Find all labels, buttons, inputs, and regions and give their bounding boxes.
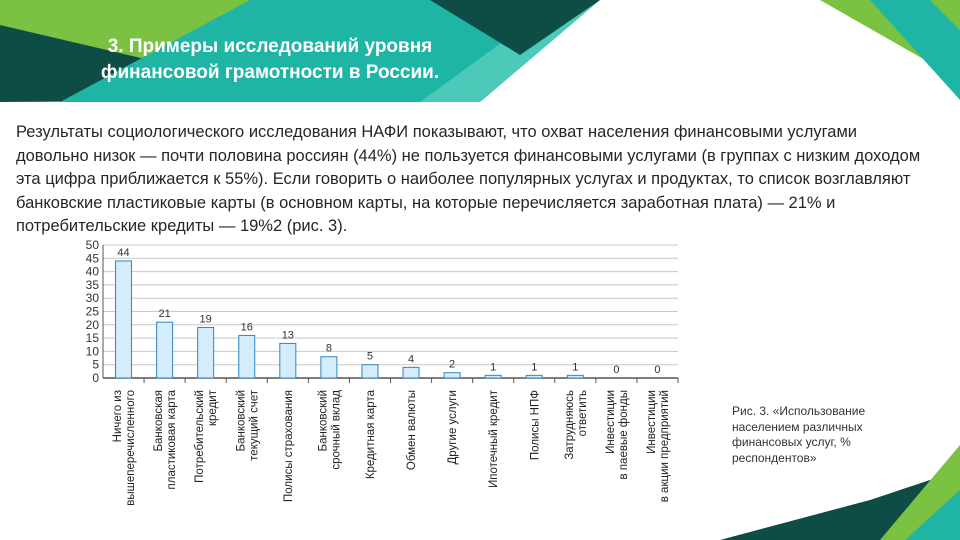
x-category-label: Полисы НПФ [529,390,542,461]
x-category-label: Банковский [235,390,248,452]
bar [157,322,173,378]
bar [403,367,419,378]
y-tick-label: 10 [85,344,99,359]
bar [116,261,132,378]
bar [444,373,460,378]
y-tick-label: 35 [85,277,99,292]
bar [485,375,501,378]
bar-value-label: 4 [407,353,415,366]
x-category-label: Затрудняюсь [563,389,576,460]
y-tick-label: 25 [85,304,99,319]
x-category-label: Ипотечный кредит [488,390,501,489]
x-category-label: пластиковая карта [166,390,179,490]
bar-value-label: 2 [449,358,456,371]
bar [198,327,214,378]
bar-value-label: 0 [613,364,620,376]
y-tick-label: 0 [92,371,99,385]
bar-chart [78,238,698,538]
bar [526,375,542,378]
x-category-label: текущий счет [248,390,261,461]
x-category-label: Полисы страхования [282,390,295,502]
bar [239,335,255,378]
title-line-1: 3. Примеры исследований уровня [107,36,433,57]
bar-value-label: 1 [490,361,497,374]
body-paragraph: Результаты социологического исследования НАФИ показывают, что охват населения финансовыми услугами довольно низок — почти половина россиян (44%) не пользуется финансовыми услугами (в группах с низким доходом эта цифра приближается к 55%). Если говорить о наиболее популярных услугах и продуктах, то список возглавляют банковские пластиковые карты (в основном карты, на которые перечисляется заработная плата) — 21% и потребительские кредиты — 19%2 (рис. 3). [16,123,921,235]
bar-value-label: 1 [531,361,538,374]
x-category-label: в акции предприятий [658,390,671,503]
y-tick-label: 30 [85,291,99,306]
y-tick-label: 5 [92,357,99,372]
bar-value-label: 44 [117,246,130,259]
x-category-label: Инвестиции [604,390,617,454]
x-category-label: Потребительский [194,390,207,483]
x-category-label: Банковская [153,390,166,452]
bar-value-label: 19 [199,313,212,326]
bar-value-label: 5 [366,350,374,363]
y-tick-label: 20 [85,317,99,332]
y-tick-label: 40 [85,264,99,279]
x-category-label: Кредитная карта [364,390,377,480]
bar [280,343,296,378]
bar-value-label: 16 [240,321,253,334]
x-category-label: Другие услуги [447,390,460,465]
figure-caption: Рис. 3. «Использование населением различных финансовых услуг, % респондентов» [732,404,866,465]
title-line-2: финансовой грамотности в России. [100,62,440,83]
bar-value-label: 21 [158,308,171,321]
x-category-label: Банковский [317,390,330,452]
y-tick-label: 15 [85,331,99,346]
x-category-label: вышеперечисленного [125,390,138,506]
bar-value-label: 1 [572,361,579,374]
x-category-label: срочный вклад [330,390,343,470]
y-tick-label: 45 [85,251,99,266]
x-category-label: ответить [576,389,589,437]
bar-value-label: 0 [654,364,661,376]
bar [567,375,583,378]
x-category-label: в паевые фонды [617,390,630,480]
x-category-label: Инвестиции [645,390,658,454]
bar [321,357,337,378]
bar [362,365,378,378]
bar-value-label: 8 [325,342,332,355]
slide-title [70,34,470,86]
y-tick-label: 50 [85,238,99,252]
x-category-label: Обмен валюты [406,390,419,471]
bar-value-label: 13 [281,329,294,342]
x-category-label: Ничего из [112,390,125,443]
x-category-label: кредит [207,390,220,426]
